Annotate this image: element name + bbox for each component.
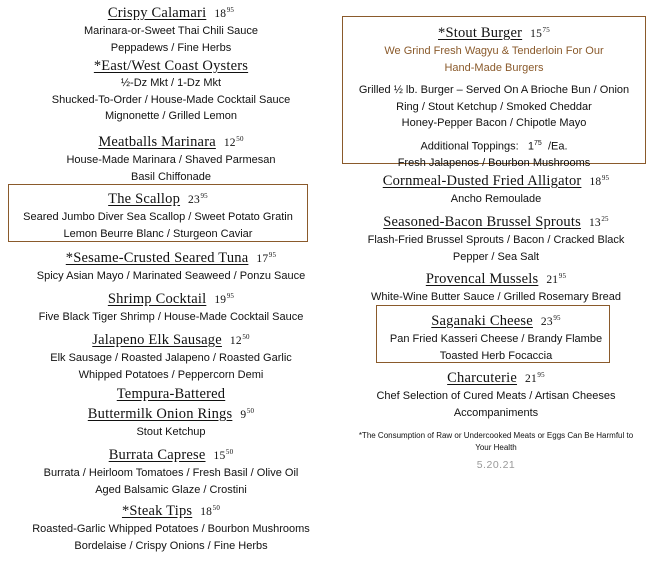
menu-item-alligator xyxy=(346,170,646,208)
item-desc-line: Five Black Tiger Shrimp / House-Made Cocktail Sauce xyxy=(38,311,304,323)
item-price: $21^{95}$ xyxy=(525,371,545,385)
menu-item-elk-sausage xyxy=(8,329,334,383)
menu-date xyxy=(346,459,646,471)
item-desc-line: Grilled ½ lb. Burger – Served On A Brioche Bun / Onion xyxy=(358,84,630,96)
item-desc-line: Bordelaise / Crispy Onions / Fine Herbs xyxy=(74,539,268,552)
item-desc-line: Burrata / Heirloom Tomatoes / Fresh Basil / Olive Oil xyxy=(43,467,299,479)
menu-item-meatballs xyxy=(8,131,334,185)
item-name-line2: Buttermilk Onion Rings xyxy=(87,406,233,422)
item-price: $13^{25}$ xyxy=(588,215,609,229)
menu-item-shrimp xyxy=(8,288,334,326)
item-name: Meatballs Marinara xyxy=(98,134,216,150)
burger-tagline: Hand-Made Burgers xyxy=(444,61,544,74)
item-desc-line: Lemon Beurre Blanc / Sturgeon Caviar xyxy=(63,227,253,240)
item-name: Charcuterie xyxy=(447,370,518,386)
item-name: Tempura-Battered xyxy=(116,386,226,402)
item-desc-line: Shucked-To-Order / House-Made Cocktail Sauce xyxy=(51,93,291,106)
item-price: $9^{50}$ xyxy=(240,407,255,421)
item-desc-line: Ancho Remoulade xyxy=(450,193,542,205)
item-name: Burrata Caprese xyxy=(108,447,206,463)
menu-item-burrata xyxy=(8,444,334,498)
burger-tagline: We Grind Fresh Wagyu & Tenderloin For Our xyxy=(384,45,604,57)
item-desc-line: Basil Chiffonade xyxy=(131,170,211,183)
item-name: Jalapeno Elk Sausage xyxy=(92,332,222,348)
item-name: The Scallop xyxy=(108,191,181,207)
item-price: $18^{50}$ xyxy=(200,504,221,518)
item-desc-line: Pan Fried Kasseri Cheese / Brandy Flambe xyxy=(389,333,603,345)
item-price: $18^{95}$ xyxy=(214,6,235,20)
item-name: Shrimp Cocktail xyxy=(107,291,207,307)
item-desc-line: Aged Balsamic Glaze / Crostini xyxy=(95,483,247,496)
item-desc-line: Ring / Stout Ketchup / Smoked Cheddar xyxy=(396,100,592,113)
item-price: $18^{95}$ xyxy=(589,174,610,188)
item-price: $15^{75}$ xyxy=(530,26,550,40)
item-desc-line: Toasted Herb Focaccia xyxy=(439,349,553,362)
item-name: Saganaki Cheese xyxy=(431,313,533,329)
toppings-list: Fresh Jalapenos / Bourbon Mushrooms xyxy=(397,156,591,169)
item-desc-line: Marinara-or-Sweet Thai Chili Sauce xyxy=(83,25,259,37)
item-price: $17^{95}$ xyxy=(256,251,277,265)
menu-item-charcuterie xyxy=(346,367,646,421)
menu-item-stout-burger xyxy=(346,22,642,171)
item-name: Cornmeal-Dusted Fried Alligator xyxy=(382,173,582,189)
item-price: $12^{50}$ xyxy=(229,333,250,347)
item-desc-line: Whipped Potatoes / Peppercorn Demi xyxy=(78,368,264,381)
item-desc-line: Flash-Fried Brussel Sprouts / Bacon / Cracked Black xyxy=(367,234,625,246)
item-name: *Steak Tips xyxy=(121,503,193,519)
menu-item-calamari xyxy=(8,2,334,56)
item-price: $23^{95}$ xyxy=(188,192,208,206)
item-desc-line: Seared Jumbo Diver Sea Scallop / Sweet Potato Gratin xyxy=(23,211,293,223)
menu-item-oysters xyxy=(8,58,334,125)
menu-item-saganaki xyxy=(346,310,646,364)
item-desc-line: House-Made Marinara / Shaved Parmesan xyxy=(66,154,276,166)
item-desc-line: Accompaniments xyxy=(453,406,539,419)
item-desc-line: ½-Dz Mkt / 1-Dz Mkt xyxy=(120,77,222,89)
item-desc-line: Honey-Pepper Bacon / Chipotle Mayo xyxy=(401,117,587,129)
item-desc-line: White-Wine Butter Sauce / Grilled Rosemary Bread xyxy=(370,291,622,303)
item-name: Seasoned-Bacon Brussel Sprouts xyxy=(383,214,581,230)
item-name: Provencal Mussels xyxy=(425,271,539,287)
toppings-line: Additional Toppings: $1^{75}$ /Ea. xyxy=(420,139,568,153)
item-price: $23^{95}$ xyxy=(540,314,561,328)
item-desc-line: Chef Selection of Cured Meats / Artisan Cheeses xyxy=(376,390,616,402)
warning-line: Your Health xyxy=(475,443,517,452)
item-desc-line: Peppadews / Fine Herbs xyxy=(110,41,232,54)
menu-item-brussel-sprouts xyxy=(346,211,646,265)
item-desc-line: Spicy Asian Mayo / Marinated Seaweed / Ponzu Sauce xyxy=(36,270,306,282)
item-name: Crispy Calamari xyxy=(107,5,207,21)
menu-item-steak-tips xyxy=(8,500,334,554)
item-price: $21^{95}$ xyxy=(546,272,567,286)
item-desc-line: Stout Ketchup xyxy=(136,426,206,438)
item-desc-line: Roasted-Garlic Whipped Potatoes / Bourbon Mushrooms xyxy=(32,523,310,535)
health-warning xyxy=(346,430,646,454)
item-name: *East/West Coast Oysters xyxy=(93,58,249,74)
date-text: 5.20.21 xyxy=(476,459,516,471)
item-desc-line: Elk Sausage / Roasted Jalapeno / Roasted Garlic xyxy=(50,352,292,364)
item-price: $19^{95}$ xyxy=(214,292,235,306)
item-name: *Sesame-Crusted Seared Tuna xyxy=(65,250,249,266)
item-price: $15^{50}$ xyxy=(213,448,234,462)
item-desc-line: Mignonette / Grilled Lemon xyxy=(104,110,238,122)
menu-item-onion-rings xyxy=(8,386,334,441)
menu-item-mussels xyxy=(346,268,646,306)
menu-item-tuna xyxy=(8,247,334,285)
item-name: *Stout Burger xyxy=(438,25,523,41)
item-price: $12^{50}$ xyxy=(223,135,244,149)
menu-item-scallop xyxy=(8,188,308,242)
warning-line: *The Consumption of Raw or Undercooked Meats or Eggs Can Be Harmful to xyxy=(358,431,634,440)
item-desc-line: Pepper / Sea Salt xyxy=(452,250,540,263)
